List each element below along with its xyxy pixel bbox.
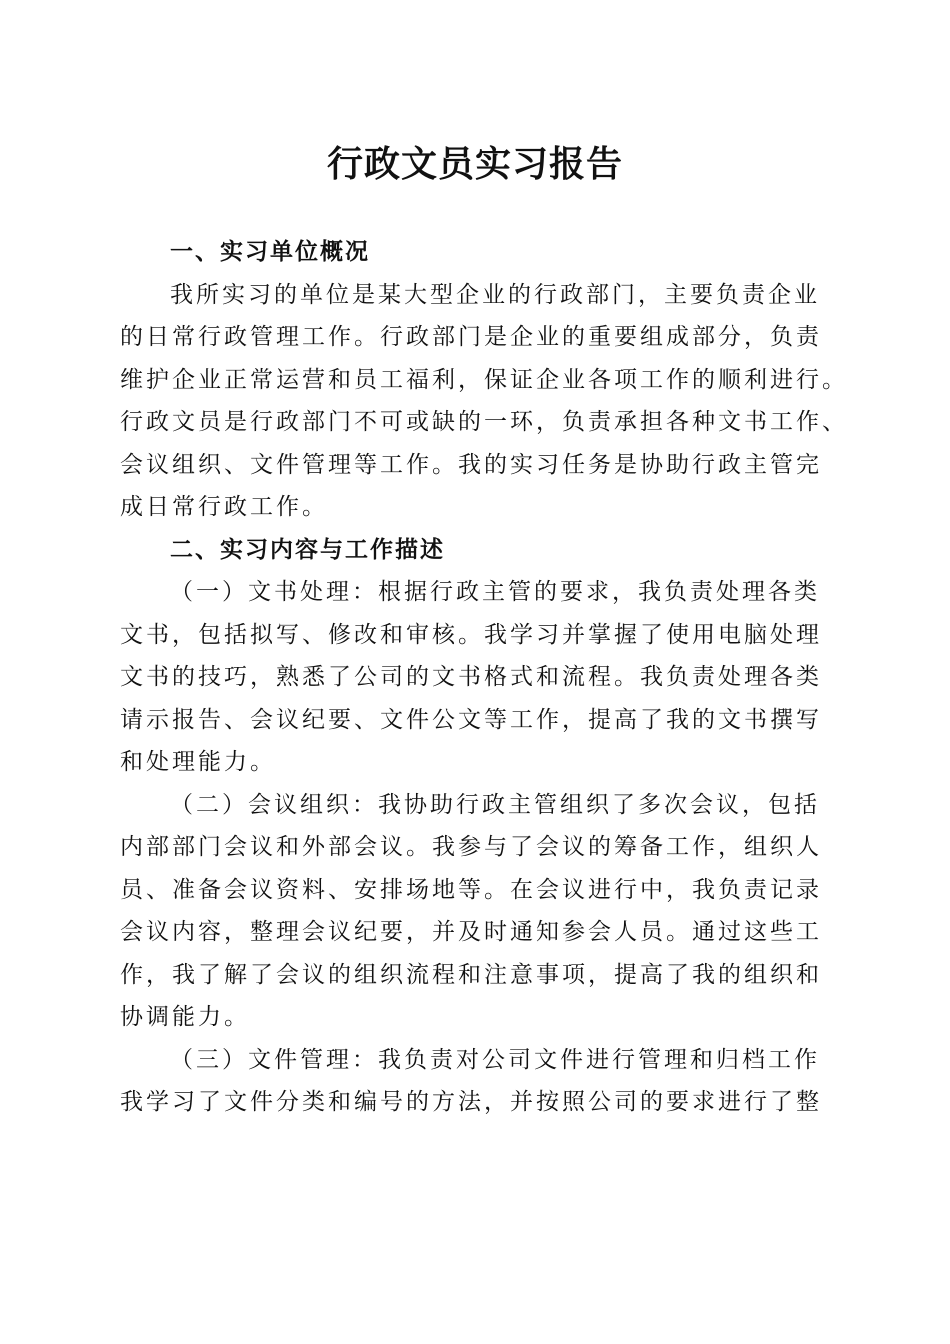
paragraph-line: （三）文件管理：我负责对公司文件进行管理和归档工作 bbox=[170, 1046, 820, 1073]
paragraph-line: 的日常行政管理工作。行政部门是企业的重要组成部分，负责 bbox=[120, 324, 822, 350]
paragraph-line: （二）会议组织：我协助行政主管组织了多次会议，包括 bbox=[170, 791, 820, 818]
paragraph-line: 会议组织、文件管理等工作。我的实习任务是协助行政主管完 bbox=[120, 451, 822, 478]
paragraph-line: 行政文员是行政部门不可或缺的一环，负责承担各种文书工作、 bbox=[120, 409, 848, 435]
paragraph-line: 我所实习的单位是某大型企业的行政部门，主要负责企业 bbox=[170, 281, 820, 308]
paragraph-line: 请示报告、会议纪要、文件公文等工作，提高了我的文书撰写 bbox=[120, 706, 822, 733]
paragraph-line: 内部部门会议和外部会议。我参与了会议的筹备工作，组织人 bbox=[120, 834, 822, 860]
paragraph-line: 和处理能力。 bbox=[120, 749, 276, 775]
paragraph-line: 我学习了文件分类和编号的方法，并按照公司的要求进行了整 bbox=[120, 1089, 822, 1115]
paragraph-line: （一）文书处理：根据行政主管的要求，我负责处理各类 bbox=[170, 579, 820, 605]
paragraph-line: 成日常行政工作。 bbox=[120, 494, 328, 520]
section-heading: 二、实习内容与工作描述 bbox=[170, 536, 445, 563]
paragraph-line: 协调能力。 bbox=[120, 1004, 250, 1030]
document-title: 行政文员实习报告 bbox=[326, 143, 623, 185]
paragraph-line: 文书的技巧，熟悉了公司的文书格式和流程。我负责处理各类 bbox=[120, 664, 822, 690]
paragraph-line: 会议内容，整理会议纪要，并及时通知参会人员。通过这些工 bbox=[120, 919, 822, 945]
paragraph-line: 维护企业正常运营和员工福利，保证企业各项工作的顺利进行。 bbox=[120, 366, 848, 393]
section-heading: 一、实习单位概况 bbox=[170, 239, 370, 265]
document-body bbox=[120, 231, 860, 1124]
paragraph-line: 作，我了解了会议的组织流程和注意事项，提高了我的组织和 bbox=[120, 961, 822, 988]
paragraph-line: 文书，包括拟写、修改和审核。我学习并掌握了使用电脑处理 bbox=[120, 621, 822, 648]
paragraph-line: 员、准备会议资料、安排场地等。在会议进行中，我负责记录 bbox=[120, 876, 822, 903]
